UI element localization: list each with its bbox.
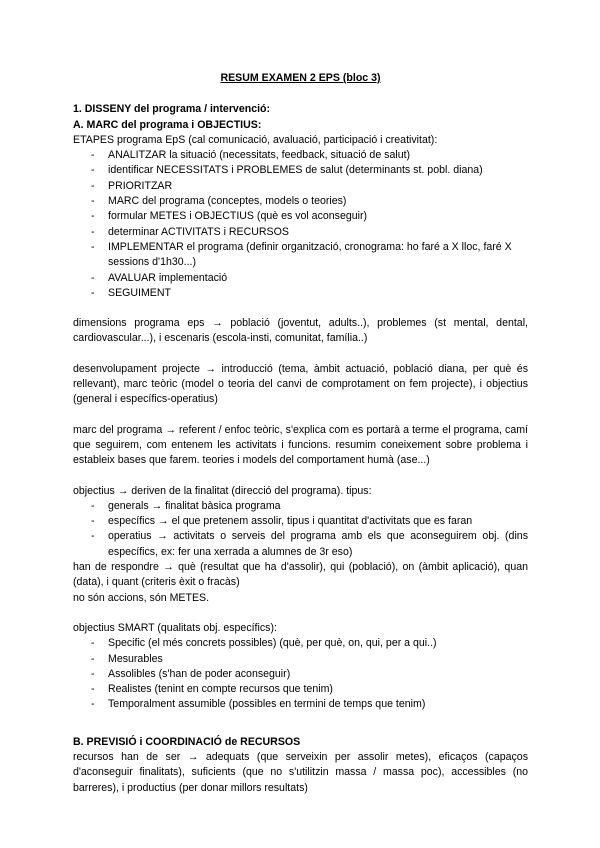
section-1-heading: 1. DISSENY del programa / intervenció: <box>73 103 271 116</box>
document-title: RESUM EXAMEN 2 EPS (bloc 3) <box>220 72 381 84</box>
list-item: - AVALUAR implementació <box>73 271 528 286</box>
list-item: - identificar NECESSITATS i PROBLEMES de salut (determinants st. pobl. diana) <box>73 163 528 178</box>
marc-paragraph: marc del programa → referent / enfoc teòric, s'explica com es portarà a terme el programa, camí que seguirem, com entenem les activitats i funcions. resumim coneixement sobre problema i estableix bases que farem. teories i models del comportament humà (ase...) <box>73 423 528 467</box>
list-item: - Realistes (tenint en compte recursos que tenim) <box>73 682 528 697</box>
recursos-paragraph: recursos han de ser → adequats (que serveixin per assolir metes), eficaços (capaços d'aconseguir finalitats), suficients (que no s'utilitzin massa / massa poc), accessibles (no barreres), i productius (per donar millors resultats) <box>73 750 528 794</box>
section-b-heading: B. PREVISIÓ i COORDINACIÓ de RECURSOS <box>73 735 301 748</box>
han-de-respondre-paragraph: han de respondre → què (resultat que ha d'assolir), qui (població), on (àmbit aplicació), quan (data), i quant (criteris èxit o fracàs) <box>73 561 528 589</box>
objectius-intro: objectius → deriven de la finalitat (direcció del programa). tipus: <box>73 484 372 497</box>
list-item: - generals → finalitat bàsica programa <box>73 499 528 514</box>
list-item: - MARC del programa (conceptes, models o teories) <box>73 194 528 209</box>
section-a-heading: A. MARC del programa i OBJECTIUS: <box>73 118 262 131</box>
list-item: - Specific (el més concrets possibles) (què, per què, on, qui, per a qui..) <box>73 636 528 651</box>
list-item: - Temporalment assumible (possibles en termini de temps que tenim) <box>73 697 528 712</box>
no-son-line: no són accions, són METES. <box>73 591 210 604</box>
list-item: - Mesurables <box>73 652 528 667</box>
list-item: - operatius → activitats o serveis del programa amb els que aconseguirem obj. (dins específics, ex: fer una xerrada a alumnes de 3r eso) <box>73 529 528 560</box>
document-content <box>73 71 528 796</box>
smart-intro: objectius SMART (qualitats obj. específics): <box>73 621 277 634</box>
list-item: - específics → el que pretenem assolir, tipus i quantitat d'activitats que es faran <box>73 514 528 529</box>
list-item: - SEGUIMENT <box>73 286 528 301</box>
dimensions-paragraph: dimensions programa eps → població (joventut, adults..), problemes (st mental, dental, cardiovascular...), i escenaris (escola-insti, comunitat, família..) <box>73 317 528 345</box>
desenvolupament-paragraph: desenvolupament projecte → introducció (tema, àmbit actuació, població diana, per què és rellevant), marc teòric (model o teoria del canvi de comprotament on fem projecte), i objectius (general i específics-operatius) <box>73 362 528 406</box>
list-item: - Assolibles (s'han de poder aconseguir) <box>73 667 528 682</box>
objectius-list <box>73 499 528 560</box>
list-item: - PRIORITZAR <box>73 179 528 194</box>
list-item: - ANALITZAR la situació (necessitats, feedback, situació de salut) <box>73 148 528 163</box>
etapes-list <box>73 148 528 301</box>
list-item: - determinar ACTIVITATS i RECURSOS <box>73 225 528 240</box>
list-item: - formular METES i OBJECTIUS (què es vol aconseguir) <box>73 209 528 224</box>
smart-list <box>73 636 528 712</box>
etapes-intro: ETAPES programa EpS (cal comunicació, avaluació, participació i creativitat): <box>73 133 438 146</box>
list-item: - IMPLEMENTAR el programa (definir organització, cronograma: ho faré a X lloc, faré X sessions d'1h30...) <box>73 240 528 271</box>
